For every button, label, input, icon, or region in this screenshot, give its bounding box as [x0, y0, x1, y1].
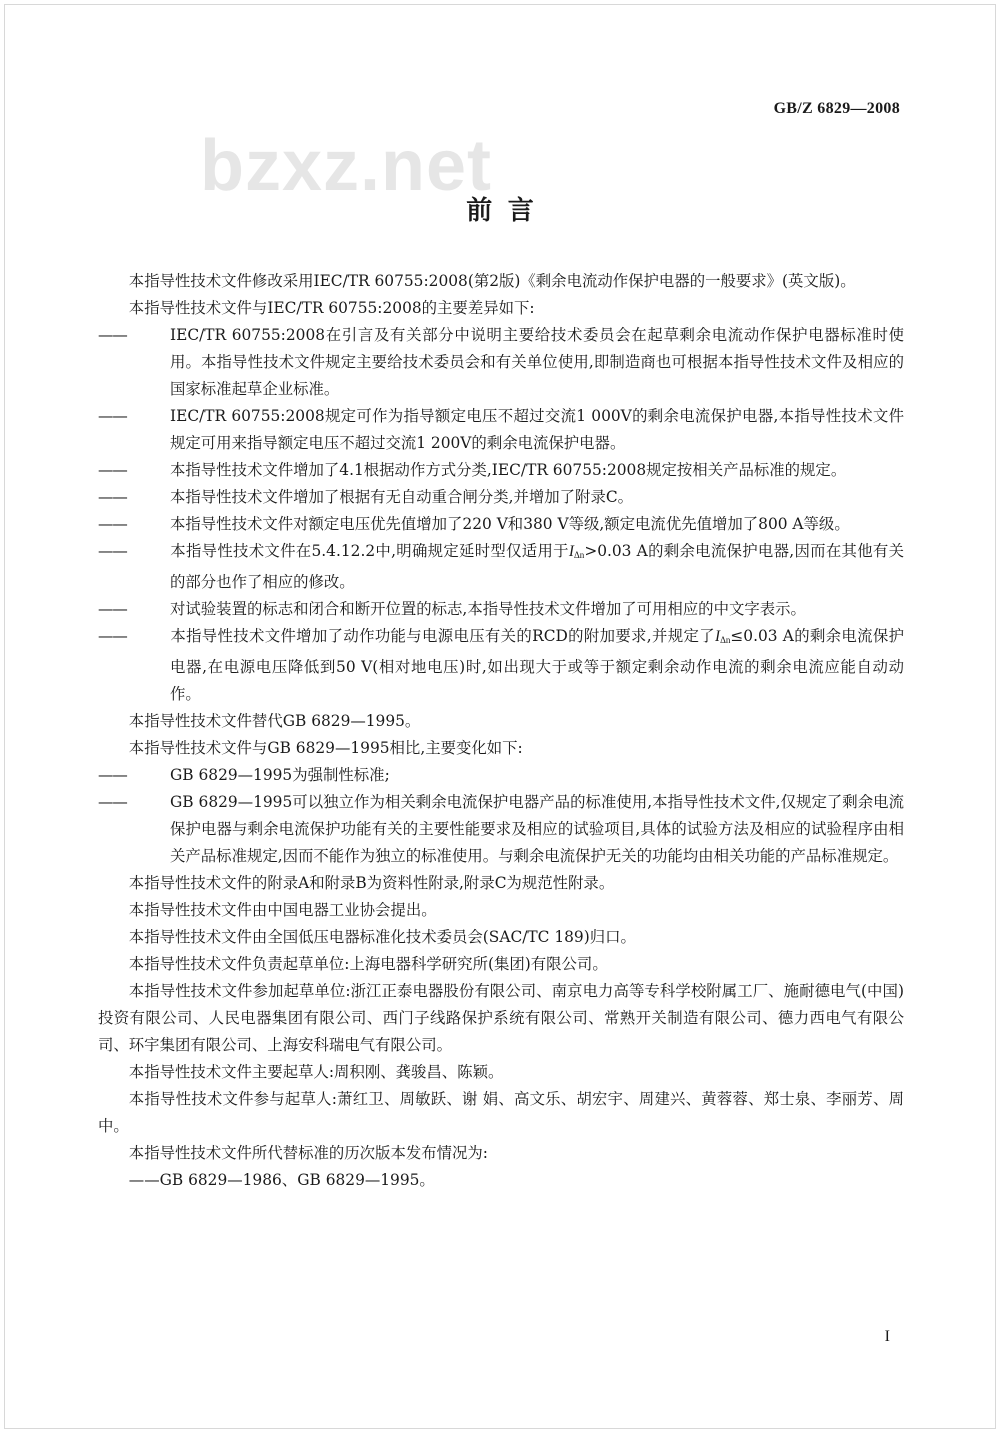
list-item: [98, 789, 904, 870]
list-item: [98, 1167, 904, 1194]
paragraph: 本指导性技术文件参加起草单位:浙江正泰电器股份有限公司、南京电力高等专科学校附属工厂、施耐德电气(中国)投资有限公司、人民电器集团有限公司、西门子线路保护系统有限公司、常熟开关制造有限公司、德力西电气有限公司、环宇集团有限公司、上海安科瑞电气有限公司。: [98, 982, 904, 1054]
paragraph: 本指导性技术文件与GB 6829—1995相比,主要变化如下:: [128, 739, 523, 757]
list-item: [98, 403, 904, 457]
list-item: [98, 484, 904, 511]
list-item: [98, 511, 904, 538]
paragraph: 本指导性技术文件所代替标准的历次版本发布情况为:: [128, 1144, 488, 1162]
dash-mark: ——: [98, 515, 127, 533]
dash-mark: ——: [98, 600, 127, 618]
paragraph: 本指导性技术文件负责起草单位:上海电器科学研究所(集团)有限公司。: [128, 955, 608, 973]
paragraph: 本指导性技术文件由全国低压电器标准化技术委员会(SAC/TC 189)归口。: [128, 928, 636, 946]
dash-mark: ——: [98, 627, 127, 645]
paragraph: 本指导性技术文件与IEC/TR 60755:2008的主要差异如下:: [128, 299, 535, 317]
paragraph: 本指导性技术文件修改采用IEC/TR 60755:2008(第2版)《剩余电流动作保护电器的一般要求》(英文版)。: [128, 272, 856, 290]
paragraph: 本指导性技术文件替代GB 6829—1995。: [128, 712, 421, 730]
list-item-text: ≤0.03 A的剩余电流保护电器,在电源电压降低到50 V(相对地电压)时,如出现大于或等于额定剩余动作电流的剩余电流应能自动动作。: [170, 627, 904, 703]
dash-mark: ——: [98, 793, 127, 811]
list-item-text: IEC/TR 60755:2008规定可作为指导额定电压不超过交流1 000V的剩余电流保护电器,本指导性技术文件规定可用来指导额定电压不超过交流1 200V的剩余电流保护电器。: [170, 407, 904, 452]
list-item: [98, 623, 904, 708]
paragraph: 本指导性技术文件由中国电器工业协会提出。: [128, 901, 437, 919]
dash-mark: ——: [98, 488, 127, 506]
paragraph: 本指导性技术文件的附录A和附录B为资料性附录,附录C为规范性附录。: [128, 874, 615, 892]
list-item-text: 本指导性技术文件对额定电压优先值增加了220 V和380 V等级,额定电流优先值增加了800 A等级。: [170, 515, 850, 533]
list-item-text: >0.03 A的剩余电流保护电器,因而在其他有关的部分也作了相应的修改。: [170, 542, 904, 591]
dash-mark: ——: [128, 1171, 160, 1189]
list-item-text: 本指导性技术文件在5.4.12.2中,明确规定延时型仅适用于: [170, 542, 569, 560]
list-item-text: 对试验装置的标志和闭合和断开位置的标志,本指导性技术文件增加了可用相应的中文字表示。: [170, 600, 806, 618]
dash-mark: ——: [98, 461, 127, 479]
list-item-text: GB 6829—1995可以独立作为相关剩余电流保护电器产品的标准使用,本指导性技术文件,仅规定了剩余电流保护电器与剩余电流保护功能有关的主要性能要求及相应的试验项目,具体的试验方法及相应的试验程序由相关产品标准规定,因而不能作为独立的标准使用。与剩余电流保护无关的功能均由相关功能的产品标准规定。: [170, 793, 904, 865]
dash-mark: ——: [98, 407, 127, 425]
page-number: I: [884, 1328, 890, 1345]
symbol-i-delta-n: $I_{\Delta n}$: [714, 628, 731, 645]
list-item: [98, 322, 904, 403]
watermark: bzxz.net: [200, 126, 493, 206]
list-item-text: 本指导性技术文件增加了根据有无自动重合闸分类,并增加了附录C。: [170, 488, 633, 506]
document-body: [98, 268, 904, 1194]
list-item-text: IEC/TR 60755:2008在引言及有关部分中说明主要给技术委员会在起草剩余电流动作保护电器标准时使用。本指导性技术文件规定主要给技术委员会和有关单位使用,即制造商也可根据本指导性技术文件及相应的国家标准起草企业标准。: [170, 326, 904, 398]
list-item-text: GB 6829—1986、GB 6829—1995。: [159, 1171, 435, 1189]
dash-mark: ——: [98, 542, 127, 560]
symbol-i-delta-n: $I_{\Delta n}$: [568, 543, 585, 560]
paragraph: 本指导性技术文件参与起草人:萧红卫、周敏跃、谢 娟、高文乐、胡宏宇、周建兴、黄蓉蓉、郑士泉、李丽芳、周中。: [98, 1090, 904, 1135]
list-item-text: 本指导性技术文件增加了动作功能与电源电压有关的RCD的附加要求,并规定了: [170, 627, 715, 645]
list-item: [98, 538, 904, 596]
list-item: [98, 762, 904, 789]
list-item-text: 本指导性技术文件增加了4.1根据动作方式分类,IEC/TR 60755:2008规定按相关产品标准的规定。: [170, 461, 847, 479]
standard-code: GB/Z 6829—2008: [773, 100, 900, 117]
dash-mark: ——: [98, 326, 127, 344]
dash-mark: ——: [98, 766, 127, 784]
paragraph: 本指导性技术文件主要起草人:周积刚、龚骏昌、陈颖。: [128, 1063, 504, 1081]
list-item: [98, 457, 904, 484]
list-item: [98, 596, 904, 623]
page-title: 前言: [466, 196, 550, 226]
list-item-text: GB 6829—1995为强制性标准;: [170, 766, 390, 784]
